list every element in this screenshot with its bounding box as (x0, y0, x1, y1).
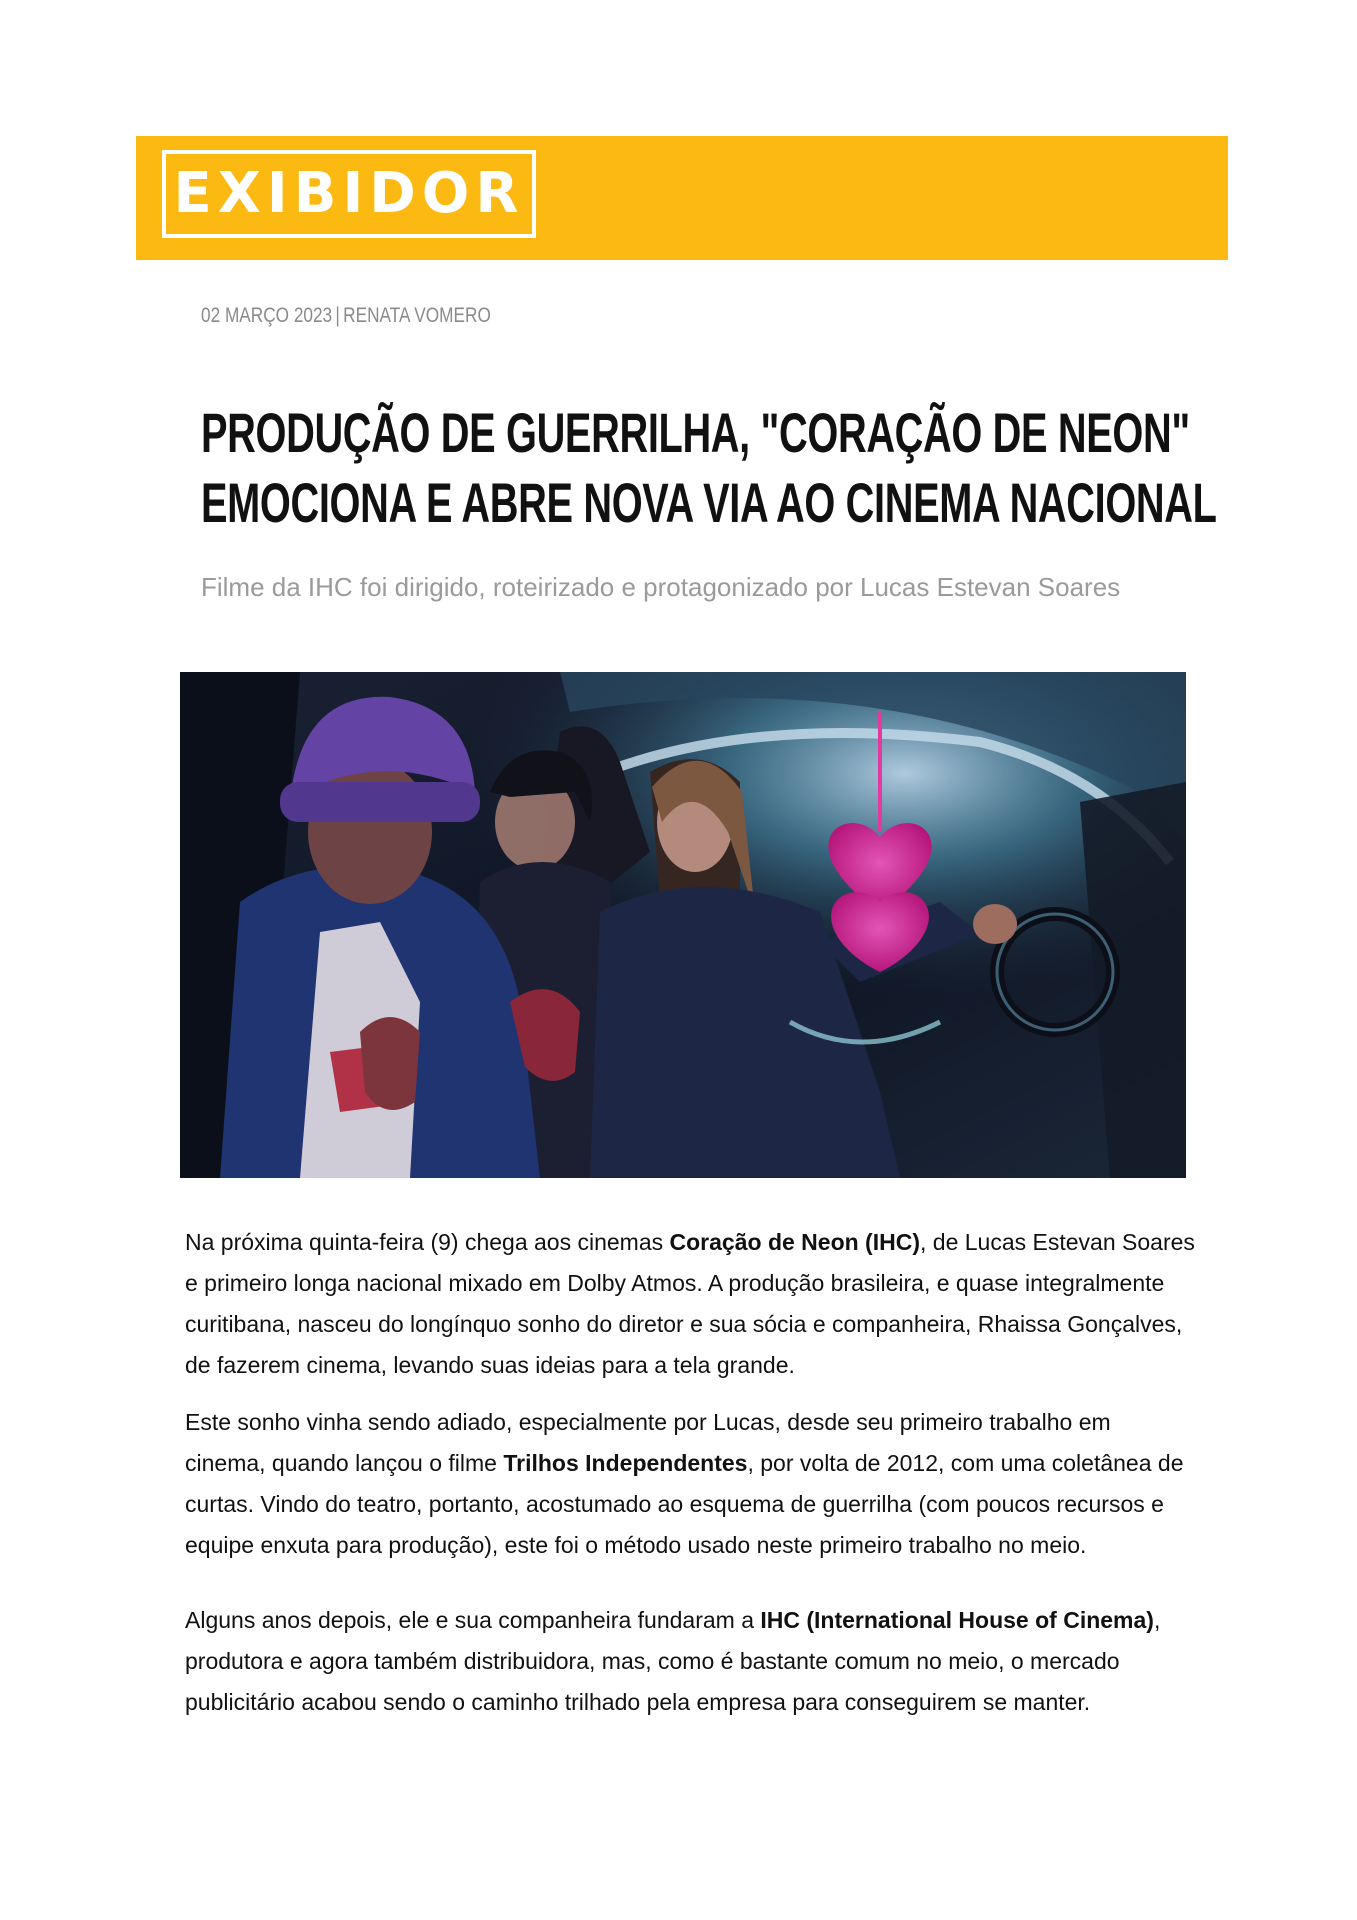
p2-text-c: , por volta de 2012, com uma coletânea de curtas. Vindo do teatro, portanto, acostumado ao esquema de guerrilha (com poucos recursos e equipe enxuta para produção), este foi o método usado neste primeiro trabalho no meio. (185, 1450, 1184, 1558)
article-subtitle: Filme da IHC foi dirigido, roteirizado e protagonizado por Lucas Estevan Soares (201, 572, 1121, 602)
company-name-ihc[interactable]: IHC (International House of Cinema) (760, 1607, 1154, 1633)
byline (201, 304, 491, 328)
car-scene-illustration (180, 672, 1186, 1178)
headline-line-2: EMOCIONA E ABRE NOVA VIA AO CINEMA NACIONAL (201, 471, 1217, 534)
film-title-coracao-de-neon[interactable]: Coração de Neon (IHC) (669, 1229, 920, 1255)
masthead (136, 136, 1228, 260)
exibidor-logo[interactable] (162, 150, 536, 238)
article-headline (201, 398, 1217, 538)
publish-date: 02 MARÇO 2023 (201, 304, 333, 327)
author-name[interactable]: RENATA VOMERO (343, 304, 491, 327)
paragraph-1 (185, 1222, 1195, 1386)
article-body (185, 1222, 1195, 1739)
p2-text-a: Este sonho vinha sendo adiado, especialmente por Lucas, desde seu primeiro trabalho em cinema, quando lançou o filme (185, 1409, 1111, 1476)
paragraph-3 (185, 1600, 1195, 1723)
logo-text: EXIBIDOR (173, 161, 525, 226)
p1-text-a: Na próxima quinta-feira (9) chega aos cinemas (185, 1229, 670, 1255)
p3-text-a: Alguns anos depois, ele e sua companheira fundaram a (185, 1607, 761, 1633)
byline-separator: | (335, 304, 340, 327)
p3-text-c: , produtora e agora também distribuidora, mas, como é bastante comum no meio, o mercado publicitário acabou sendo o caminho trilhado pela empresa para conseguirem se manter. (185, 1607, 1161, 1715)
headline-line-1: PRODUÇÃO DE GUERRILHA, "CORAÇÃO DE NEON" (201, 401, 1190, 464)
film-title-trilhos-independentes[interactable]: Trilhos Independentes (503, 1450, 748, 1476)
p1-text-c: , de Lucas Estevan Soares e primeiro longa nacional mixado em Dolby Atmos. A produção brasileira, e quase integralmente curitibana, nasceu do longínquo sonho do diretor e sua sócia e companheira, Rhaissa Gonçalves, de fazerem cinema, levando suas ideias para a tela grande. (185, 1229, 1195, 1378)
paragraph-2 (185, 1402, 1195, 1566)
article-photo (180, 672, 1186, 1178)
